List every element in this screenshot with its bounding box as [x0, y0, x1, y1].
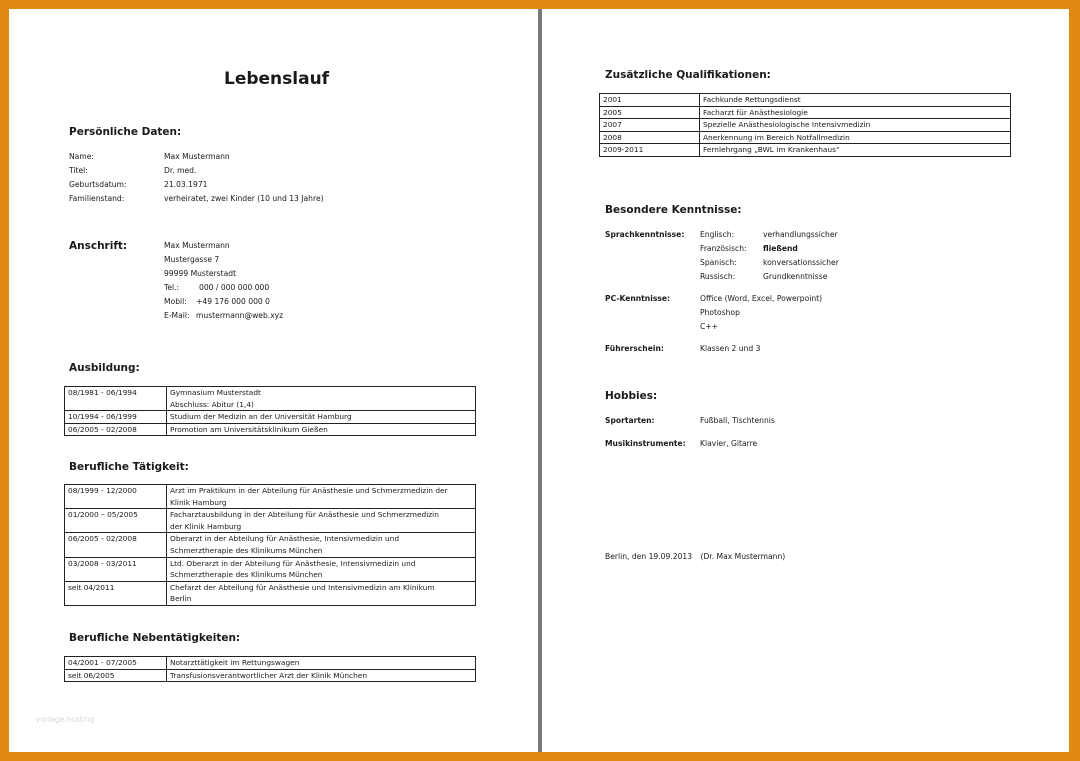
- table-row: 08/1999 - 12/2000 Arzt im Praktikum in der Abteilung für Anästhesie und Schmerzmedizin der Klinik Hamburg: [65, 485, 476, 509]
- address-line: 99999 Musterstadt: [164, 269, 237, 278]
- side-jobs-table: [64, 656, 476, 682]
- table-row: 08/1981 - 06/1994 Gymnasium Musterstadt Abschluss: Abitur (1,4): [65, 387, 476, 411]
- table-row: 2005 Facharzt für Anästhesiologie: [600, 106, 1011, 119]
- signature-line: [605, 550, 785, 564]
- music-label: Musikinstrumente:: [605, 439, 686, 448]
- qualifications-table: [599, 93, 1011, 157]
- table-row: 2007 Spezielle Anästhesiologische Intensivmedizin: [600, 119, 1011, 132]
- list-item: Office (Word, Excel, Powerpoint): [700, 294, 823, 303]
- personal-row-title: Titel: Dr. med.: [69, 166, 197, 175]
- personal-row-family: Familienstand: verheiratet, zwei Kinder (10 und 13 Jahre): [69, 194, 324, 203]
- career-heading: Berufliche Tätigkeit:: [69, 461, 189, 473]
- address-block: [164, 239, 283, 323]
- table-row: 03/2008 - 03/2011 Ltd. Oberarzt in der Abteilung für Anästhesie, Intensivmedizin und Schmerztherapie des Klinikums München: [65, 557, 476, 581]
- education-table: [64, 386, 476, 436]
- personal-row-name: Name: Max Mustermann: [69, 152, 230, 161]
- qualifications-heading: Zusätzliche Qualifikationen:: [605, 69, 771, 81]
- sports-value: Fußball, Tischtennis: [700, 416, 775, 425]
- education-heading: Ausbildung:: [69, 362, 140, 374]
- list-item: C++: [700, 322, 719, 331]
- pc-skills-list: [700, 292, 822, 334]
- language-french: Französisch: fließend: [700, 244, 798, 253]
- address-heading: Anschrift:: [69, 240, 128, 252]
- personal-data-heading: Persönliche Daten:: [69, 126, 182, 138]
- table-row: 06/2005 - 02/2008 Oberarzt in der Abteilung für Anästhesie, Intensivmedizin und Schmerztherapie des Klinikums München: [65, 533, 476, 557]
- pc-skills-label: PC-Kenntnisse:: [605, 294, 671, 303]
- sports-label: Sportarten:: [605, 416, 655, 425]
- signature-name: (Dr. Max Mustermann): [700, 552, 786, 561]
- table-row: 06/2005 - 02/2008 Promotion am Universitätsklinikum Gießen: [65, 423, 476, 436]
- table-row: 2001 Fachkunde Rettungsdienst: [600, 94, 1011, 107]
- table-row: 04/2001 - 07/2005 Notarzttätigkeit im Rettungswagen: [65, 657, 476, 670]
- language-russian: Russisch: Grundkenntnisse: [700, 272, 828, 281]
- signature-place-date: Berlin, den 19.09.2013: [605, 552, 693, 561]
- table-row: 10/1994 - 06/1999 Studium der Medizin an der Universität Hamburg: [65, 411, 476, 424]
- license-label: Führerschein:: [605, 344, 664, 353]
- personal-row-birthdate: Geburtsdatum: 21.03.1971: [69, 180, 208, 189]
- cv-page-left: [9, 9, 538, 752]
- address-line: Mustergasse 7: [164, 255, 220, 264]
- hobbies-heading: Hobbies:: [605, 390, 658, 402]
- skills-heading: Besondere Kenntnisse:: [605, 204, 742, 216]
- table-row: seit 04/2011 Chefarzt der Abteilung für Anästhesie und Intensivmedizin am Klinikum Berlin: [65, 581, 476, 605]
- table-row: 2009-2011 Fernlehrgang „BWL im Krankenhaus“: [600, 144, 1011, 157]
- career-table: [64, 484, 476, 606]
- language-english: Englisch: verhandlungssicher: [700, 230, 838, 239]
- contact-email: E-Mail: mustermann@web.xyz: [164, 311, 284, 320]
- watermark: vorlage.hosting: [36, 715, 95, 724]
- cv-page-right: [542, 9, 1069, 752]
- languages-label: Sprachkenntnisse:: [605, 230, 685, 239]
- languages-list: [700, 228, 839, 284]
- personal-data-list: [69, 150, 324, 206]
- side-jobs-heading: Berufliche Nebentätigkeiten:: [69, 632, 241, 644]
- music-value: Klavier, Gitarre: [700, 439, 758, 448]
- page-title: Lebenslauf: [224, 69, 330, 89]
- license-value: Klassen 2 und 3: [700, 344, 761, 353]
- contact-mobile: Mobil: +49 176 000 000 0: [164, 297, 270, 306]
- language-spanish: Spanisch: konversationssicher: [700, 258, 839, 267]
- address-line: Max Mustermann: [164, 241, 230, 250]
- table-row: 01/2000 – 05/2005 Facharztausbildung in der Abteilung für Anästhesie und Schmerzmedizin der Klinik Hamburg: [65, 509, 476, 533]
- contact-phone: Tel.: 000 / 000 000 000: [164, 283, 270, 292]
- table-row: 2008 Anerkennung im Bereich Notfallmedizin: [600, 131, 1011, 144]
- table-row: seit 06/2005 Transfusionsverantwortlicher Arzt der Klinik München: [65, 669, 476, 682]
- list-item: Photoshop: [700, 308, 740, 317]
